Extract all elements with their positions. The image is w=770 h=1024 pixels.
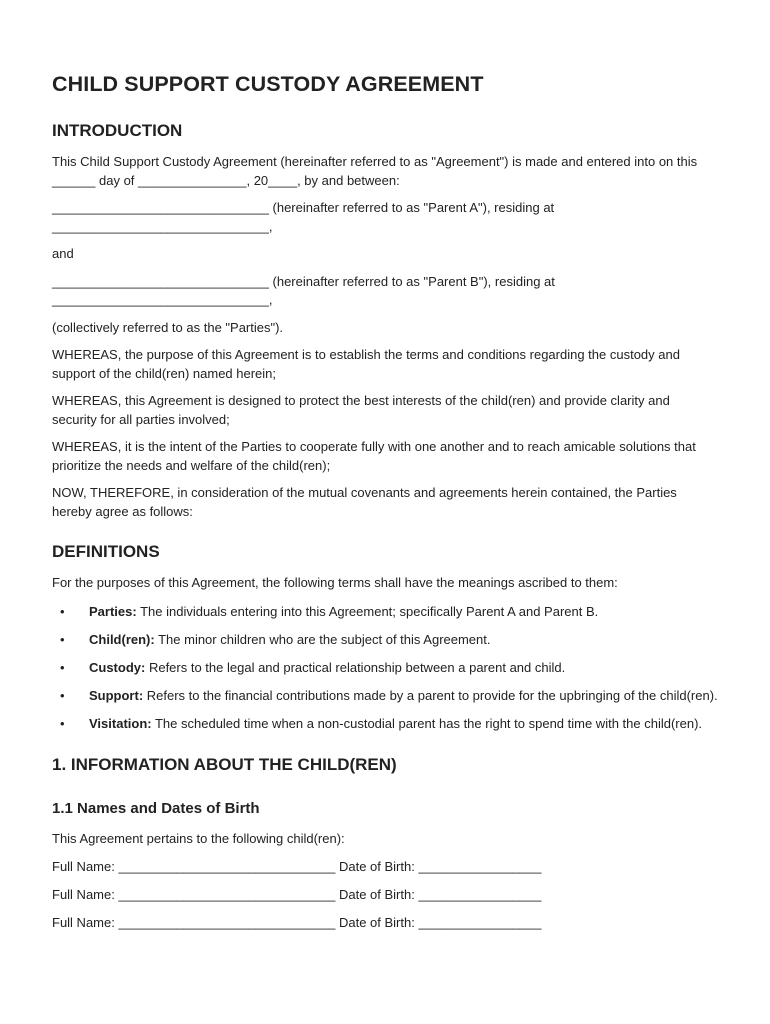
definition-item-support [52,687,718,706]
now-therefore-paragraph: NOW, THEREFORE, in consideration of the mutual covenants and agreements herein contained, the Parties hereby agree as follows: [52,485,677,519]
definition-term: Parties: [89,603,137,619]
bullet-icon: • [60,715,65,731]
subsection-1-1-heading: 1.1 Names and Dates of Birth [52,800,260,817]
definitions-intro: For the purposes of this Agreement, the following terms shall have the meanings ascribed to them: [52,575,618,590]
definition-item-parties [52,603,718,622]
definition-item-visitation [52,715,718,734]
definition-text: Refers to the legal and practical relationship between a parent and child. [145,659,566,675]
bullet-icon: • [60,687,65,703]
section-1-heading: 1. INFORMATION ABOUT THE CHILD(REN) [52,755,397,774]
whereas-paragraph-2: WHEREAS, this Agreement is designed to protect the best interests of the child(ren) and provide clarity and security for all parties involved; [52,393,670,427]
definition-term: Visitation: [89,715,152,731]
definition-text: The scheduled time when a non-custodial parent has the right to spend time with the child(ren). [151,715,703,731]
whereas-paragraph-1: WHEREAS, the purpose of this Agreement is to establish the terms and conditions regarding the custody and support of the child(ren) named herein; [52,347,680,381]
child-row-3: Full Name: ______________________________ Date of Birth: _________________ [52,915,542,930]
introduction-heading: INTRODUCTION [52,121,183,140]
definition-item-custody [52,659,718,678]
definition-text: Refers to the financial contributions made by a parent to provide for the upbringing of the child(ren). [143,687,718,703]
bullet-icon: • [60,631,65,647]
document-title: CHILD SUPPORT CUSTODY AGREEMENT [52,72,484,96]
definition-term: Support: [89,687,144,703]
children-intro: This Agreement pertains to the following child(ren): [52,831,345,846]
definition-text: The minor children who are the subject of this Agreement. [154,631,491,647]
parent-b-paragraph: ______________________________ (hereinafter referred to as "Parent B"), residing at ______________________________, [52,273,555,307]
opening-paragraph: This Child Support Custody Agreement (hereinafter referred to as "Agreement") is made and entered into on this ______ day of _______________, 20____, by and between: [52,154,698,188]
and-text: and [52,246,74,261]
definition-term: Child(ren): [89,631,155,647]
bullet-icon: • [60,659,65,675]
definitions-heading: DEFINITIONS [52,542,160,561]
bullet-icon: • [60,603,65,619]
collectively-paragraph: (collectively referred to as the "Parties"). [52,319,284,335]
child-row-1: Full Name: ______________________________ Date of Birth: _________________ [52,859,542,874]
definitions-list [52,603,718,734]
parent-a-paragraph: ______________________________ (hereinafter referred to as "Parent A"), residing at ______________________________, [52,200,555,234]
definition-term: Custody: [89,659,146,675]
definition-item-children [52,631,718,650]
definition-text: The individuals entering into this Agreement; specifically Parent A and Parent B. [136,603,599,619]
child-row-2: Full Name: ______________________________ Date of Birth: _________________ [52,887,542,902]
whereas-paragraph-3: WHEREAS, it is the intent of the Parties to cooperate fully with one another and to reach amicable solutions that prioritize the needs and welfare of the child(ren); [52,439,696,473]
